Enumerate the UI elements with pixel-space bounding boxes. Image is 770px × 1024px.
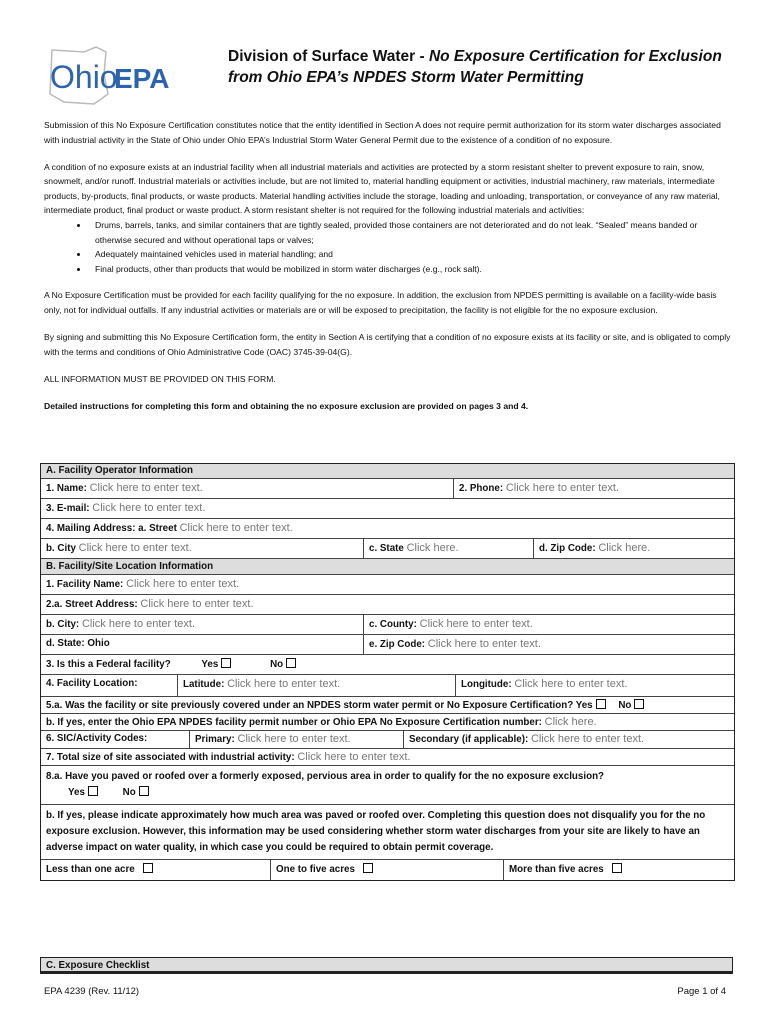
paved-no-checkbox[interactable] — [139, 786, 149, 796]
title-italic-2: from Ohio EPA’s NPDES Storm Water Permitting — [228, 69, 584, 86]
facility-county-field[interactable]: Click here to enter text. — [419, 618, 533, 630]
operator-state-field[interactable]: Click here. — [406, 542, 459, 554]
intro-text — [44, 118, 734, 416]
svg-text:EPA: EPA — [114, 63, 170, 94]
longitude-field[interactable]: Click here to enter text. — [514, 678, 628, 690]
exemption-list — [44, 218, 734, 276]
paved-yes-checkbox[interactable] — [88, 786, 98, 796]
facility-location-row: 4. Facility Location: Latitude: Click here to enter text. Longitude: Click here to enter text. — [41, 675, 734, 697]
form-number: EPA 4239 (Rev. 11/12) — [44, 986, 140, 997]
facility-street-field[interactable]: Click here to enter text. — [140, 598, 254, 610]
list-item: • Final products, other than products that would be mobilized in storm water discharges (e.g., rock salt). — [89, 262, 734, 277]
paved-area-row: 8.a. Have you paved or roofed over a formerly exposed, pervious area in order to qualify for the no exposure exclusion? Yes No — [41, 766, 734, 805]
operator-name-field[interactable]: Click here to enter text. — [89, 482, 203, 494]
operator-street-field[interactable]: Click here to enter text. — [179, 522, 293, 534]
svg-text:Ohio: Ohio — [50, 59, 118, 95]
intro-paragraph-4: By signing and submitting this No Exposure Certification form, the entity in Section A is certifying that a condition of no exposure exists at its facility or site, and is obligated to comply with the terms and conditions of Ohio Administrative Code (OAC) 3745-39-04(G). — [44, 332, 731, 357]
facility-city-row: b. City: Click here to enter text. c. County: Click here to enter text. — [41, 615, 734, 635]
title-italic-1: No Exposure Certification for Exclusion — [428, 48, 722, 65]
operator-zip-field[interactable]: Click here. — [598, 542, 651, 554]
title-prefix: Division of Surface Water - — [228, 48, 429, 65]
paved-area-detail-row: b. If yes, please indicate approximately how much area was paved or roofed over. Completing this question does not disqualify you for the no exposure exclusion. However, this information may be used considering whether storm water discharges from your site are likely to have an adverse impact on water quality, in which case you could be required to obtain permit coverage. — [41, 805, 734, 860]
ohio-state-outline-icon — [44, 44, 174, 108]
facility-street-row: 2.a. Street Address: Click here to enter text. — [41, 595, 734, 615]
operator-name-row: 1. Name: Click here to enter text. 2. Phone: Click here to enter text. — [41, 479, 734, 499]
operator-email-field[interactable]: Click here to enter text. — [92, 502, 206, 514]
list-item: • Drums, barrels, tanks, and similar containers that are tightly sealed, provided those containers are not deteriorated and do not leak. “Sealed” means banded or otherwise secured and without operational taps or valves; — [89, 218, 734, 247]
page-number: Page 1 of 4 — [677, 986, 726, 997]
less-than-one-acre-checkbox[interactable] — [143, 863, 153, 873]
prior-coverage-row: 5.a. Was the facility or site previously covered under an NPDES storm water permit or No Exposure Certification? Yes No — [41, 697, 734, 714]
intro-paragraph-2: A condition of no exposure exists at an industrial facility when all industrial materials and activities are protected by a storm resistant shelter to prevent exposure to rain, snow, snowmelt, and/or runoff. Industrial materials or activities include, but are not limited to, material handling equipment or activities, industrial machinery, raw materials, intermediate products, by-products, final products, or waste products. Material handling activities include the storage, loading and unloading, transportation, or conveyance of any raw material, intermediate product, final product or waste product. A storm resistant shelter is not required for the following industrial materials and activities: — [44, 161, 720, 216]
federal-yes-checkbox[interactable] — [221, 658, 231, 668]
section-c-header: C. Exposure Checklist — [40, 957, 733, 974]
secondary-sic-field[interactable]: Click here to enter text. — [530, 733, 645, 745]
primary-sic-field[interactable]: Click here to enter text. — [237, 733, 351, 745]
operator-street-row: 4. Mailing Address: a. Street Click here to enter text. — [41, 519, 734, 539]
site-size-field[interactable]: Click here to enter text. — [297, 751, 411, 763]
intro-paragraph-5: ALL INFORMATION MUST BE PROVIDED ON THIS FORM. — [44, 373, 276, 384]
permit-number-field[interactable]: Click here. — [544, 716, 597, 728]
facility-name-field[interactable]: Click here to enter text. — [126, 578, 240, 590]
federal-no-checkbox[interactable] — [286, 658, 296, 668]
section-b-header: B. Facility/Site Location Information — [41, 559, 734, 575]
facility-zip-field[interactable]: Click here to enter text. — [427, 638, 541, 650]
intro-paragraph-3: A No Exposure Certification must be provided for each facility qualifying for the no exposure. In addition, the exclusion from NPDES permitting is available on a facility-wide basis only, not for individual outfalls. If any industrial activities or materials are or will be exposed to precipitation, the facility is not eligible for the no exposure exclusion. — [44, 290, 717, 316]
section-a-header: A. Facility Operator Information — [41, 464, 734, 479]
permit-number-row: b. If yes, enter the Ohio EPA NPDES facility permit number or Ohio EPA No Exposure Certification number: Click here. — [41, 714, 734, 731]
one-to-five-acres-checkbox[interactable] — [363, 863, 373, 873]
acreage-row: Less than one acre One to five acres More than five acres — [41, 860, 734, 880]
ohio-epa-logo — [44, 44, 174, 108]
intro-paragraph-6: Detailed instructions for completing this form and obtaining the no exposure exclusion are provided on pages 3 and 4. — [44, 400, 529, 411]
facility-name-row: 1. Facility Name: Click here to enter text. — [41, 575, 734, 595]
prior-coverage-yes-checkbox[interactable] — [596, 699, 606, 709]
facility-state-row: d. State: Ohio e. Zip Code: Click here to enter text. — [41, 635, 734, 655]
application-form — [40, 463, 735, 881]
operator-phone-field[interactable]: Click here to enter text. — [505, 482, 619, 494]
facility-city-field[interactable]: Click here to enter text. — [81, 618, 196, 630]
operator-city-field[interactable]: Click here to enter text. — [78, 542, 192, 554]
sic-codes-row: 6. SIC/Activity Codes: Primary: Click here to enter text. Secondary (if applicable): Click here to enter text. — [41, 731, 734, 749]
site-size-row: 7. Total size of site associated with industrial activity: Click here to enter text. — [41, 749, 734, 766]
more-than-five-acres-checkbox[interactable] — [612, 863, 622, 873]
page-title — [228, 46, 748, 88]
intro-paragraph-1: Submission of this No Exposure Certification constitutes notice that the entity identified in Section A does not require permit authorization for its storm water discharges associated with industrial activity in the State of Ohio under Ohio EPA’s Industrial Storm Water General Permit due to the existence of a condition of no exposure. — [44, 120, 721, 145]
operator-email-row: 3. E-mail: Click here to enter text. — [41, 499, 734, 519]
federal-facility-row: 3. Is this a Federal facility? Yes No — [41, 655, 734, 675]
list-item: • Adequately maintained vehicles used in material handling; and — [89, 247, 734, 262]
latitude-field[interactable]: Click here to enter text. — [227, 678, 341, 690]
operator-city-row: b. City Click here to enter text. c. State Click here. d. Zip Code: Click here. — [41, 539, 734, 559]
prior-coverage-no-checkbox[interactable] — [634, 699, 644, 709]
